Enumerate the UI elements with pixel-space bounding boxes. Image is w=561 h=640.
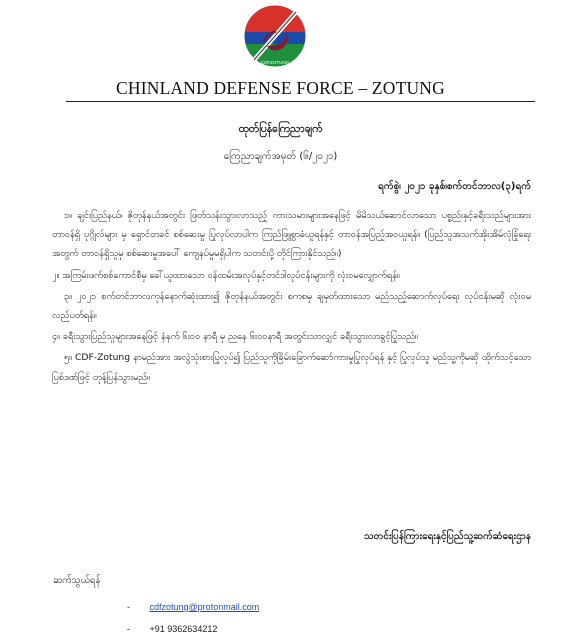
department-signoff: သတင်းပြန်ကြားရေးနှင့်ပြည်သူ့ဆက်ဆံရေးဌာန (364, 531, 531, 542)
bullet-dash: - (127, 602, 130, 612)
organization-title: CHINLAND DEFENSE FORCE – ZOTUNG (116, 78, 445, 98)
paragraph-3: ၃။ ၂၀၂၁ စက်တင်ဘာလကုန်နောက်ဆုံးထား၍ ဇိုတုန်နယ်အတွင်း စကစမှ ချမှတ်ထားသော မည်သည့်ဆောက်လုပ်ရေး လုပ်ငန်းမဆို လုံးဝမလည်ပတ်ရန်။ (52, 290, 531, 322)
contact-email-row (127, 602, 259, 612)
statement-heading: ထုတ်ပြန်ကြေညာချက် (238, 123, 323, 135)
paragraph-1: ၁။ ချင်းပြည်နယ်၊ ဇိုတုန်နယ်အတွင်း ဖြတ်သန်းသွားလာသည့် ကားသမားများအနေဖြင့် မိမိသယ်ဆောင်လာသော ပစ္စည်းနှင့်ခရီးသည်များအား တာဝန်ရှိ ပုဂ္ဂိုလ်များ မှ ရှောင်တခင် စစ်ဆေးမှု ပြုလုပ်လာပါက ကြည်ဖြူစွာခံယူရန်နှင့် တာဝန်အပြည့်အဝယူရန်။ (ပြည်သူအသက်အိုးအိမ်လုံခြုံရေးအတွက် တာဝန်ရှိသူမှ စစ်ဆေးမှုအပေါ် ကျေနပ်မှုမရှိပါက သတင်းပို့ တိုင်ကြားနိုင်သည်။) (52, 210, 531, 260)
contact-phone-row (127, 624, 217, 634)
statement-date: ရက်စွဲ၊ ၂၀၂၁ ခုနှစ်၊စက်တင်ဘာလ(၃)ရက် (378, 181, 531, 192)
title-divider (66, 101, 535, 102)
statement-body (52, 206, 531, 389)
logo-caption: CDFZOTUNG (260, 60, 290, 65)
statement-reference: ကြေညာချက်အမှတ် (၆/၂၀၂၁) (223, 151, 338, 162)
paragraph-2: ၂။ အကြမ်းဖက်စစ်ကောင်စီမှ ခေါ်ယူထားသော ဝန်ထမ်းအလုပ်နှင့်တင်ဒါလုပ်ငန်းများကို လုံးဝမလျှောက်ရန်။ (52, 269, 400, 281)
cdf-zotung-logo (240, 2, 310, 78)
paragraph-5: ၅။ CDF-Zotung နာမည်အား အလွဲသုံးစားပြုလုပ်၍ ပြည်သူကိုခြိမ်းခြောက်ဆော်ကားမှုပြုလုပ်ရန် နှင့် ပြုလုပ်သူ မည်သူ့ကိုမဆို ထိုက်သင့်သောပြစ်ဒဏ်ဖြင့် တုန့်ပြန်သွားမည်။ (52, 352, 531, 383)
contact-email-link[interactable]: cdfzotung@protonmail.com (149, 602, 260, 612)
bullet-dash: - (127, 624, 130, 634)
paragraph-4: ၄။ ခရီးသွားပြည်သူများအနေဖြင့် နံနက် ၆း၀၀ နာရီ မှ ညနေ ၆း၀၀နာရီ အတွင်းသာလျှင် ခရီးသွားလာခွင့်ပြုသည်။ (52, 331, 418, 343)
contact-phone: +91 9362634212 (149, 624, 218, 634)
contact-label: ဆက်သွယ်ရန် (53, 575, 101, 586)
